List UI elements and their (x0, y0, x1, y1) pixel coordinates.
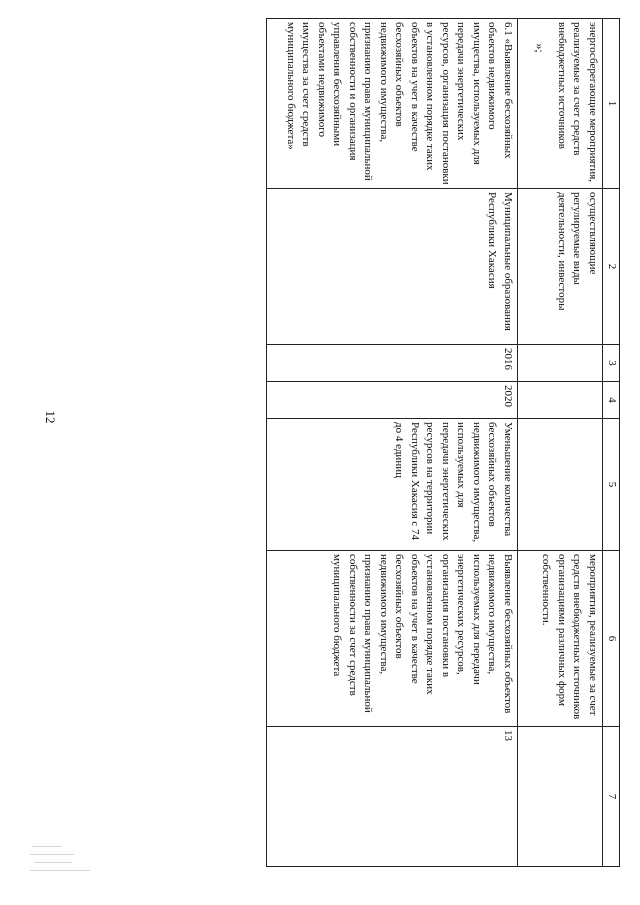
cell-measure: энергосберегающие мероприятия, реализуемые за счет средств внебюджетных источников (518, 19, 603, 189)
cell-description: мероприятия, реализуемые за счет средств внебюджетных источников организациями различных форм собственности. (518, 551, 603, 727)
cell-executor: Муниципальные образования Республики Хакасия (267, 189, 518, 345)
header-col-5: 5 (603, 419, 620, 551)
header-col-7: 7 (603, 727, 620, 867)
header-col-1: 1 (603, 19, 620, 189)
cell-result: Уменьшение количества бесхозяйных объектов недвижимого имущества, используемых для передачи энергетических ресурсов на территории Республики Хакасия с 74 до 4 единиц (267, 419, 518, 551)
program-measures-table (266, 18, 620, 867)
table-row (518, 19, 603, 867)
cell-indicator: 13 (267, 727, 518, 867)
header-col-4: 4 (603, 382, 620, 419)
page-number: 12 (43, 410, 58, 424)
faint-stamp-mark (28, 840, 108, 880)
table-row (267, 19, 518, 867)
cell-executor: осуществляющие регулируемые виды деятельности, инвесторы (518, 189, 603, 345)
cell-start-year (518, 345, 603, 382)
header-row (603, 19, 620, 867)
header-col-3: 3 (603, 345, 620, 382)
cell-measure: 6.1 «Выявление бесхозяйных объектов недвижимого имущества, используемых для передачи энергетических ресурсов, организация постановки в установленном порядке таких объектов на учет в качестве бесхозяйных объектов недвижимого имущества, признанию права муниципальной собственности и организация управления бесхозяйными объектами недвижимого имущества за счет средств муниципального бюджета» (267, 19, 518, 189)
closing-quote-mark: »; (533, 43, 547, 53)
cell-end-year: 2020 (267, 382, 518, 419)
program-measures-table-wrapper (226, 18, 620, 866)
cell-indicator (518, 727, 603, 867)
cell-end-year (518, 382, 603, 419)
header-col-2: 2 (603, 189, 620, 345)
cell-start-year: 2016 (267, 345, 518, 382)
cell-description: Выявление бесхозяйных объектов недвижимого имущества, используемых для передачи энергетических ресурсов, организация постановки в установленном порядке таких объектов на учет в качестве бесхозяйных объектов недвижимого имущества, признанию права муниципальной собственности за счет средств муниципального бюджета (267, 551, 518, 727)
header-col-6: 6 (603, 551, 620, 727)
cell-result (518, 419, 603, 551)
